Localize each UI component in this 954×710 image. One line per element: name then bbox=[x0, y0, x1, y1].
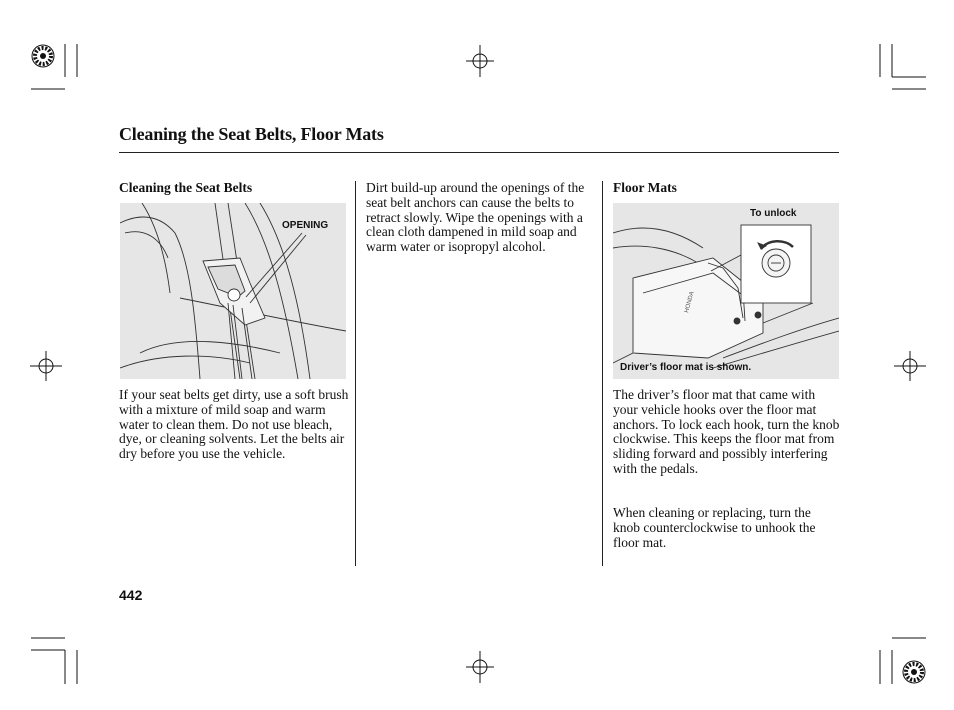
column-divider-2 bbox=[602, 181, 603, 566]
opening-label: OPENING bbox=[282, 220, 329, 231]
floor-mats-paragraph-1: The driver’s floor mat that came with your vehicle hooks over the floor mat anchors. To lock each hook, turn the knob clockwise. This keeps the floor mat from sliding forward and possibly interfering with the pedals. bbox=[613, 387, 840, 476]
to-unlock-label: To unlock bbox=[750, 208, 797, 219]
seat-belts-paragraph-1: If your seat belts get dirty, use a soft brush with a mixture of mild soap and warm water to clean them. Do not use bleach, dye, or cleaning solvents. Let the belts air dry before you use the vehicle. bbox=[119, 387, 349, 462]
seat-belts-paragraph-2: Dirt build-up around the openings of the seat belt anchors can cause the belts to retract slowly. Wipe the openings with a clean cloth dampened in mild soap and warm water or isopropyl alcohol. bbox=[366, 180, 585, 255]
title-rule bbox=[119, 152, 839, 153]
floor-mats-heading: Floor Mats bbox=[613, 180, 677, 195]
svg-text:HONDA: HONDA bbox=[684, 291, 696, 314]
column-divider-1 bbox=[355, 181, 356, 566]
page-title: Cleaning the Seat Belts, Floor Mats bbox=[119, 124, 384, 144]
seat-belt-figure bbox=[120, 203, 346, 379]
floor-mats-paragraph-2: When cleaning or replacing, turn the knob counterclockwise to unhook the floor mat. bbox=[613, 505, 816, 550]
floor-mat-caption: Driver’s floor mat is shown. bbox=[620, 362, 752, 373]
page-number: 442 bbox=[119, 587, 143, 603]
seat-belts-heading: Cleaning the Seat Belts bbox=[119, 180, 253, 195]
floor-mat-figure bbox=[613, 203, 839, 379]
floor-mat-illustration bbox=[613, 203, 839, 379]
